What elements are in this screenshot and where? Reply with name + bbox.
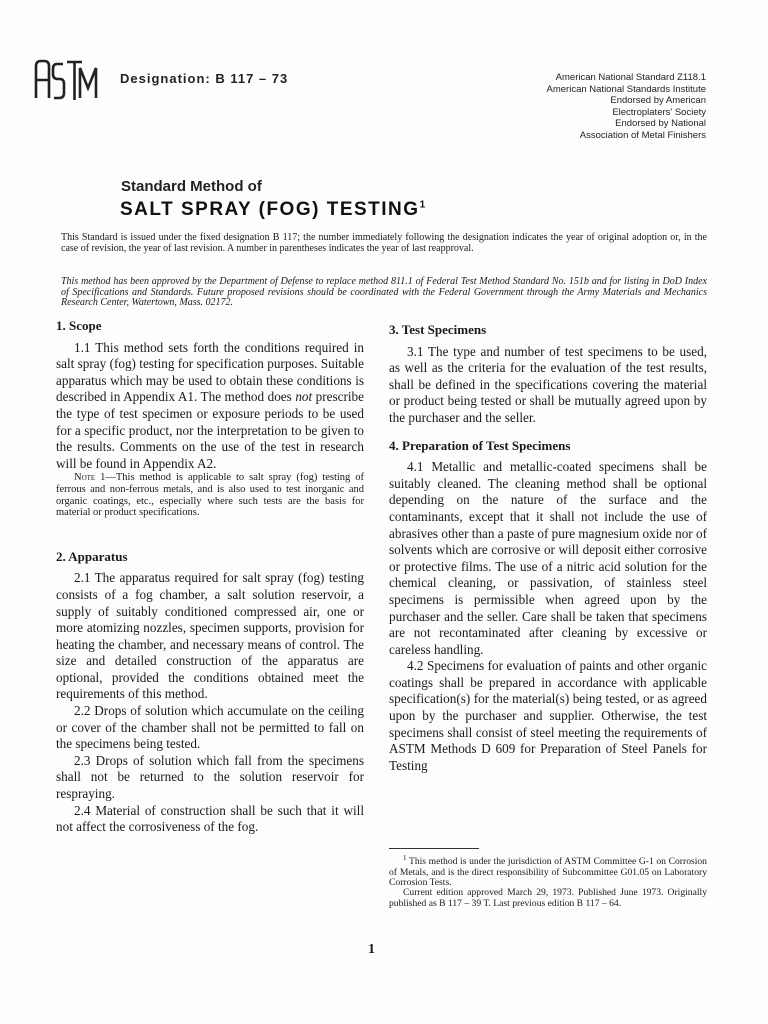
endorsement-line: Endorsed by American: [610, 95, 706, 107]
document-subtitle: Standard Method of: [121, 178, 262, 195]
title-footnote-ref: 1: [419, 199, 426, 211]
section-heading-apparatus: 2. Apparatus: [56, 548, 128, 564]
section-heading-test-specimens: 3. Test Specimens: [389, 322, 487, 337]
astm-logo: [30, 58, 102, 102]
paragraph-4-1: 4.1 Metallic and metallic-coated specimens shall be suitably cleaned. The cleaning method shall be optional depending on the nature of the surface and the contaminants, except that it shall not include the use of abrasives other than a paste of pure magnesium oxide nor of solvents which are corrosive or will deposit either corrosive or protective films. The use of a nitric acid solution for the chemical cleaning, or passivation, of stainless steel specimens is permissible when agreed upon by the purchaser and the seller. Care shall be taken that specimens are not recontaminated after cleaning by excessive or careless handling.: [389, 459, 707, 657]
note-label: Note 1: [74, 472, 106, 484]
right-column: [389, 322, 707, 774]
endorsement-line: Association of Metal Finishers: [579, 129, 706, 141]
approval-statement: This method has been approved by the Department of Defense to replace method 811.1 of Federal Test Method Standard No. 151b and for listing in DoD Index of Specifications and Standards. Future proposed revisions should be coordinated with the Federal Government through the Army Materials and Mechanics Research Center, Watertown, Mass. 02172.: [61, 276, 707, 308]
note-text: —This method is applicable to salt spray (fog) testing of ferrous and non-ferrous metals, and is also used to test inorganic and organic coatings, etc., especially where such tests are the basis for material or product specifications.: [56, 472, 364, 519]
endorsement-line: Electroplaters' Society: [612, 106, 706, 118]
paragraph-3-1: 3.1 The type and number of test specimens to be used, as well as the criteria for the evaluation of the test results, shall be defined in the specifications covering the material or product being tested or shall be mutually agreed upon by the purchaser and the seller.: [389, 343, 707, 425]
title-text: SALT SPRAY (FOG) TESTING: [120, 199, 420, 220]
endorsement-line: American National Standards Institute: [546, 83, 706, 95]
section-heading-preparation: 4. Preparation of Test Specimens: [389, 437, 571, 453]
endorsement-line: American National Standard Z118.1: [555, 72, 706, 83]
endorsement-line: Endorsed by National: [615, 118, 706, 130]
issued-statement: This Standard is issued under the fixed designation B 117; the number immediately following the designation indicates the year of original adoption or, in the case of revision, the year of last revision. A number in parentheses indicates the year of last reapproval.: [61, 232, 707, 254]
page-number: 1: [368, 942, 375, 957]
footnote-1: $^1$ This method is under the jurisdiction of ASTM Committee G-1 on Corrosion of Metals, and is the direct responsibility of Subcommittee G01.05 on Laboratory Corrosion Tests.: [389, 854, 707, 888]
left-column: [56, 318, 364, 836]
paragraph-2-4: 2.4 Material of construction shall be such that it will not affect the corrosiveness of the fog.: [56, 802, 364, 835]
paragraph-2-1: 2.1 The apparatus required for salt spray (fog) testing consists of a fog chamber, a salt solution reservoir, a supply of suitably conditioned compressed air, one or more atomizing nozzles, specimen supports, provision for heating the chamber, and necessary means of control. The size and detailed construction of the apparatus are optional, provided the conditions obtained meet the requirements of this method.: [56, 570, 364, 702]
paragraph-2-2: 2.2 Drops of solution which accumulate on the ceiling or cover of the chamber shall not be permitted to fall on the specimens being tested.: [56, 703, 364, 752]
footnote-divider: [389, 848, 479, 849]
paragraph-4-2: 4.2 Specimens for evaluation of paints and other organic coatings shall be prepared in accordance with applicable specification(s) for the material(s) being tested, or as agreed upon by the purchaser and supplier. Otherwise, the test specimens shall consist of steel meeting the requirements of ASTM Methods D 609 for Preparation of Steel Panels for Testing: [389, 658, 707, 773]
footnote-edition: Current edition approved March 29, 1973. Published June 1973. Originally published as B 117 – 39 T. Last previous edition B 117 – 64.: [389, 887, 707, 909]
paragraph-1-1: 1.1 This method sets forth the conditions required in salt spray (fog) testing for specification purposes. Suitable apparatus which may be used to obtain these conditions is described in Appendix A1. The method does not prescribe the type of test specimen or exposure periods to be used for a specific product, nor the interpretation to be given to the results. Comments on the use of the test in research will be found in Appendix A2.: [56, 339, 365, 471]
endorsements: [446, 72, 706, 142]
paragraph-2-3: 2.3 Drops of solution which fall from the specimens shall not be returned to the solution reservoir for respraying.: [56, 752, 364, 802]
note-1: [56, 472, 364, 518]
section-heading-scope: 1. Scope: [56, 318, 102, 333]
footnote: [389, 853, 707, 909]
designation: Designation: B 117 – 73: [120, 71, 289, 86]
document-title: [120, 199, 425, 221]
